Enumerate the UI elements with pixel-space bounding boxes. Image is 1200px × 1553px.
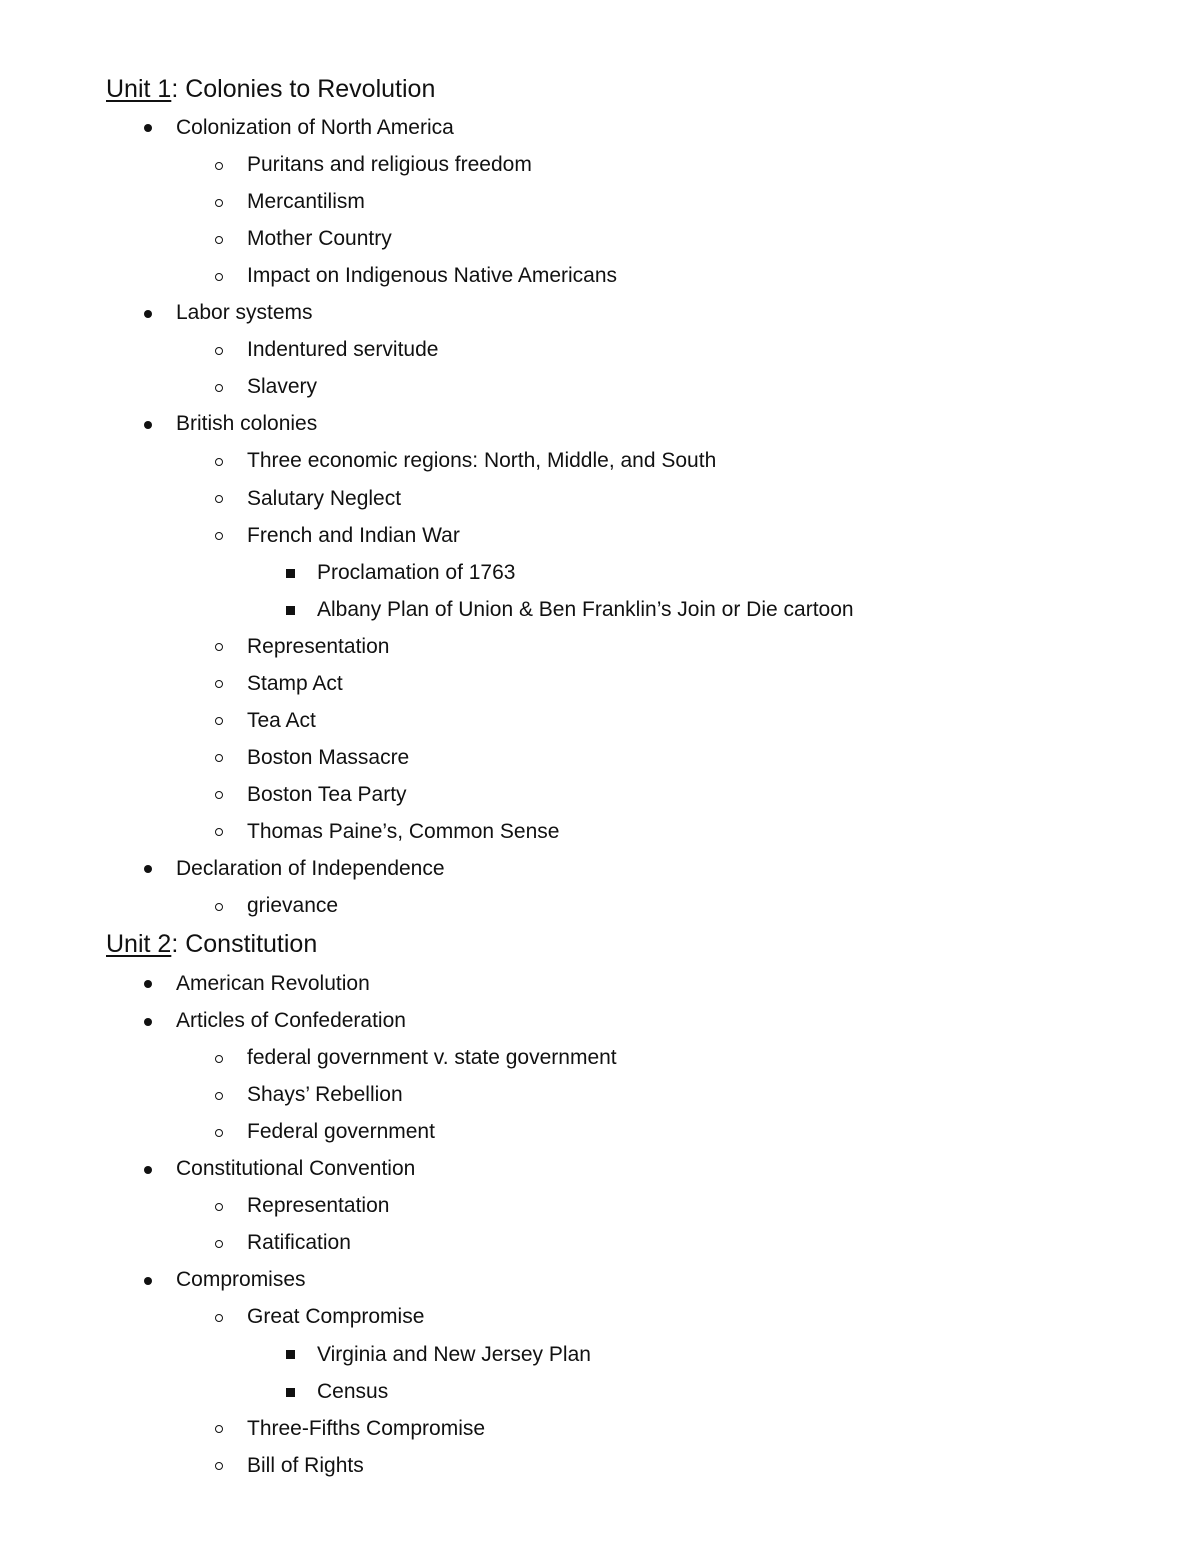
hollow-bullet-icon [209,517,229,554]
hollow-bullet-icon [209,1039,229,1076]
outline-item-text: British colonies [176,412,318,436]
outline-item-text: Mother Country [247,227,392,251]
hollow-bullet-icon [209,1298,229,1335]
outline-item-text: Proclamation of 1763 [317,560,516,584]
hollow-bullet-icon [209,480,229,517]
outline-item-text: Slavery [247,375,318,399]
filled-bullet-icon [138,965,158,1002]
hollow-bullet-icon [209,368,229,405]
filled-bullet-icon [138,850,158,887]
hollow-bullet-icon [209,776,229,813]
outline-item-text: Albany Plan of Union & Ben Franklin’s Join or Die cartoon [317,597,854,621]
hollow-bullet-icon [209,628,229,665]
filled-bullet-icon [138,1002,158,1039]
hollow-bullet-icon [209,257,229,294]
outline-item-text: Great Compromise [247,1305,425,1329]
hollow-bullet-icon [209,146,229,183]
outline-item-text: Thomas Paine’s, Common Sense [247,819,560,843]
outline-item-text: Tea Act [247,708,316,732]
outline-item-text: Representation [247,634,390,658]
hollow-bullet-icon [209,702,229,739]
hollow-bullet-icon [209,1410,229,1447]
hollow-bullet-icon [209,1076,229,1113]
filled-bullet-icon [138,1150,158,1187]
square-bullet-icon [280,554,300,591]
outline-item-text: Declaration of Independence [176,857,445,880]
hollow-bullet-icon [209,739,229,776]
hollow-bullet-icon [209,220,229,257]
outline-item-text: French and Indian War [247,523,460,547]
outline-item-text: Boston Tea Party [247,782,407,806]
outline-item-text: American Revolution [176,972,370,995]
unit-2-label: Unit 2 [106,930,172,958]
outline-item-text: Salutary Neglect [247,486,402,510]
hollow-bullet-icon [209,183,229,220]
outline-item-text: Articles of Confederation [176,1009,406,1033]
outline-item-text: grievance [247,894,339,918]
outline-item-text: Stamp Act [247,671,343,695]
outline-item-text: Virginia and New Jersey Plan [317,1342,591,1366]
hollow-bullet-icon [209,1447,229,1484]
square-bullet-icon [280,1373,300,1410]
outline-item-text: Three economic regions: North, Middle, and South [247,449,717,473]
square-bullet-icon [280,1336,300,1373]
outline-item-text: Puritans and religious freedom [247,153,532,177]
outline-item-text: Labor systems [176,301,313,325]
outline-item-text: Shays’ Rebellion [247,1083,403,1107]
hollow-bullet-icon [209,813,229,850]
outline-item-text: Federal government [247,1120,435,1144]
filled-bullet-icon [138,405,158,442]
outline-item-text: Constitutional Convention [176,1157,416,1181]
hollow-bullet-icon [209,665,229,702]
hollow-bullet-icon [209,1187,229,1224]
outline-item-text: Bill of Rights [247,1453,364,1477]
unit-1-title: : Colonies to Revolution [171,75,436,103]
outline-item-text: Impact on Indigenous Native Americans [247,264,618,288]
hollow-bullet-icon [209,1113,229,1150]
outline-item-text: Colonization of North America [176,116,454,139]
square-bullet-icon [280,591,300,628]
unit-1-heading [106,74,435,104]
outline-item-text: Indentured servitude [247,338,439,362]
hollow-bullet-icon [209,442,229,479]
outline-item-text: Compromises [176,1268,306,1292]
hollow-bullet-icon [209,1224,229,1261]
unit-2-title: : Constitution [171,930,318,958]
outline-item-text: Ratification [247,1231,351,1255]
filled-bullet-icon [138,109,158,146]
filled-bullet-icon [138,1261,158,1298]
filled-bullet-icon [138,294,158,331]
outline-item-text: Three-Fifths Compromise [247,1416,486,1440]
hollow-bullet-icon [209,331,229,368]
unit-1-label: Unit 1 [106,75,172,103]
outline-item-text: Census [317,1379,389,1403]
outline-item-text: Boston Massacre [247,745,410,769]
outline-item-text: Mercantilism [247,190,365,214]
outline-item-text: federal government v. state government [247,1046,617,1070]
unit-2-heading [106,929,317,959]
outline-item-text: Representation [247,1194,390,1218]
hollow-bullet-icon [209,887,229,924]
